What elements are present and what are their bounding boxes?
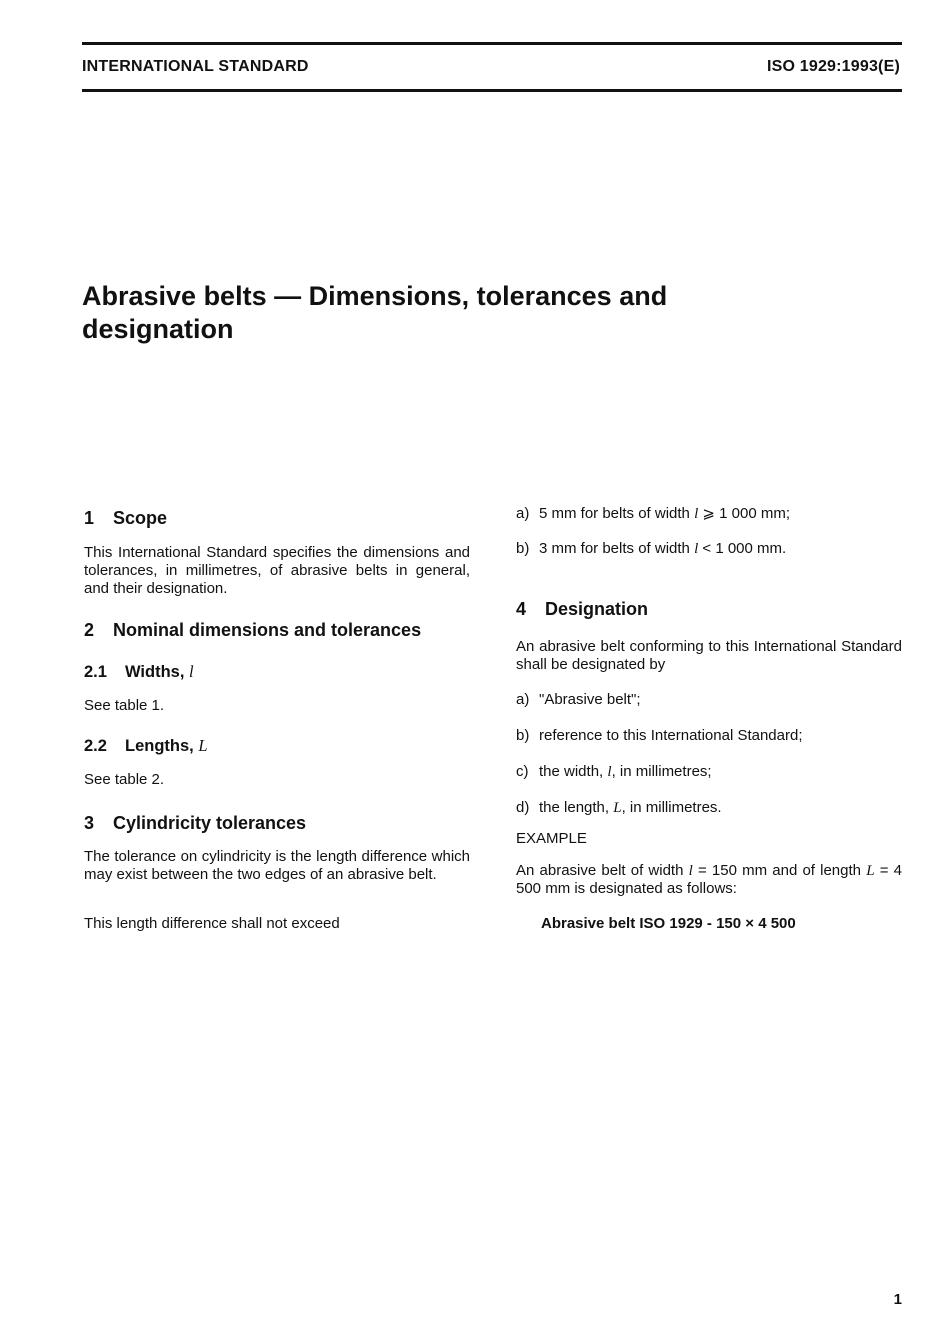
list-text: the width, [539, 763, 604, 780]
list-marker: b) [516, 540, 530, 557]
list-text: the length, [539, 799, 610, 816]
section-3-heading [84, 813, 470, 834]
list-text-end: , in millimetres. [621, 799, 722, 816]
list-item [516, 799, 902, 817]
list-item [516, 505, 902, 523]
list-text: reference to this International Standard; [539, 727, 803, 744]
list-marker: d) [516, 799, 530, 816]
scope-text: This International Standard specifies the dimensions and tolerances, in millimetres, of abrasive belts in general, and their designation. [84, 544, 470, 597]
width-symbol: l [607, 764, 612, 780]
list-marker: b) [516, 727, 530, 744]
document-type: INTERNATIONAL STANDARD [82, 58, 309, 75]
section-1-heading [84, 508, 470, 529]
widths-text: See table 1. [84, 697, 165, 714]
list-text-end: , in millimetres; [611, 763, 712, 780]
section-title: Nominal dimensions and tolerances [113, 620, 422, 640]
list-text: 3 mm for belts of width [539, 540, 690, 557]
cylindricity-limit-text: This length difference shall not exceed [84, 915, 340, 932]
section-number: 3 [84, 813, 95, 833]
list-text-end: < 1 000 mm. [702, 540, 787, 557]
header-rule-bottom [82, 89, 902, 92]
designation-example: Abrasive belt ISO 1929 - 150 × 4 500 [541, 915, 796, 932]
list-item [516, 540, 902, 558]
subsection-title: Lengths, [125, 737, 194, 755]
subsection-number: 2.2 [84, 737, 107, 755]
list-marker: a) [516, 691, 530, 708]
subsection-2-2-heading [84, 736, 470, 756]
section-4-heading [516, 599, 902, 620]
lengths-text: See table 2. [84, 771, 165, 788]
page-number: 1 [893, 1291, 902, 1308]
section-number: 1 [84, 508, 95, 528]
list-text-end: ⩾ 1 000 mm; [702, 505, 791, 522]
example-text-end: = 4 500 mm is designated as follows: [516, 862, 902, 897]
section-2-heading [84, 620, 470, 641]
example-text-start: An abrasive belt of width [516, 862, 684, 879]
width-symbol: l [694, 541, 699, 557]
subsection-number: 2.1 [84, 663, 107, 681]
list-item [516, 763, 902, 781]
example-label: EXAMPLE [516, 830, 587, 847]
header-rule-top [82, 42, 902, 45]
list-text: 5 mm for belts of width [539, 505, 690, 522]
document-title: Abrasive belts — Dimensions, tolerances and designation [82, 281, 668, 344]
length-symbol: L [198, 736, 208, 755]
width-symbol: l [688, 863, 693, 879]
designation-intro: An abrasive belt conforming to this International Standard shall be designated by [516, 638, 902, 673]
section-title: Scope [113, 508, 168, 528]
subsection-2-1-heading [84, 662, 470, 682]
standard-number: ISO 1929:1993(E) [766, 58, 900, 75]
list-item [516, 727, 902, 745]
example-text [516, 862, 902, 898]
length-symbol: L [866, 863, 875, 879]
subsection-title: Widths, [125, 663, 185, 681]
list-marker: a) [516, 505, 530, 522]
section-title: Designation [545, 599, 649, 619]
list-marker: c) [516, 763, 529, 780]
list-item [516, 691, 902, 709]
section-title: Cylindricity tolerances [113, 813, 307, 833]
length-symbol: L [613, 800, 622, 816]
section-number: 4 [516, 599, 527, 619]
cylindricity-text: The tolerance on cylindricity is the length difference which may exist between the two edges of an abrasive belt. [84, 848, 470, 883]
list-text: "Abrasive belt"; [539, 691, 641, 708]
example-text-mid: = 150 mm and of length [697, 862, 862, 879]
width-symbol: l [189, 662, 194, 681]
width-symbol: l [694, 506, 699, 522]
section-number: 2 [84, 620, 95, 640]
